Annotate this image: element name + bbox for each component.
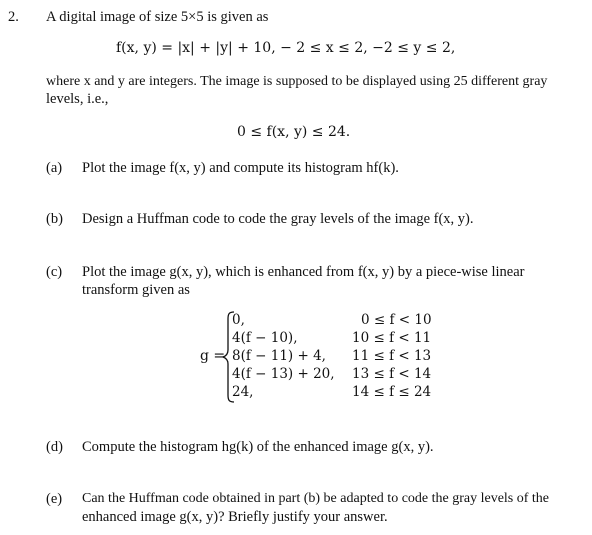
part-c-line-2: transform given as bbox=[82, 282, 190, 298]
problem-intro: A digital image of size 5×5 is given as bbox=[46, 9, 269, 25]
piecewise-expr-3: 8(f − 11) + 4, bbox=[232, 348, 326, 364]
part-d-label: (d) bbox=[46, 439, 63, 455]
part-e-line-2: enhanced image g(x, y)? Briefly justify your answer. bbox=[82, 509, 388, 525]
part-a-text: Plot the image f(x, y) and compute its histogram hf(k). bbox=[82, 160, 399, 176]
image-definition-equation: f(x, y) = |x| + |y| + 10, − 2 ≤ x ≤ 2, −2 ≤ y ≤ 2, bbox=[116, 40, 456, 56]
piecewise-expr-4: 4(f − 13) + 20, bbox=[232, 366, 335, 382]
piecewise-expr-1: 0, bbox=[232, 312, 245, 328]
problem-note-line-2: levels, i.e., bbox=[46, 91, 109, 107]
piecewise-cond-5: 14 ≤ f ≤ 24 bbox=[352, 384, 432, 400]
gray-level-range-equation: 0 ≤ f(x, y) ≤ 24. bbox=[237, 124, 351, 140]
part-e-label: (e) bbox=[46, 491, 63, 507]
part-a-label: (a) bbox=[46, 160, 63, 176]
piecewise-cond-1: 0 ≤ f < 10 bbox=[361, 312, 432, 328]
part-c-line-1: Plot the image g(x, y), which is enhanced from f(x, y) by a piece-wise linear bbox=[82, 264, 525, 280]
piecewise-expr-2: 4(f − 10), bbox=[232, 330, 298, 346]
part-b-text: Design a Huffman code to code the gray levels of the image f(x, y). bbox=[82, 211, 474, 227]
part-c-label: (c) bbox=[46, 264, 63, 280]
piecewise-cond-3: 11 ≤ f < 13 bbox=[352, 348, 432, 364]
piecewise-lhs: g = bbox=[200, 348, 226, 364]
part-d-text: Compute the histogram hg(k) of the enhanced image g(x, y). bbox=[82, 439, 434, 455]
piecewise-expr-5: 24, bbox=[232, 384, 254, 400]
problem-note-line-1: where x and y are integers. The image is supposed to be displayed using 25 different gray bbox=[46, 74, 548, 89]
piecewise-cond-2: 10 ≤ f < 11 bbox=[352, 330, 432, 346]
problem-number: 2. bbox=[8, 9, 19, 25]
part-b-label: (b) bbox=[46, 211, 63, 227]
part-e-line-1: Can the Huffman code obtained in part (b) be adapted to code the gray levels of the bbox=[82, 491, 550, 506]
piecewise-cond-4: 13 ≤ f < 14 bbox=[352, 366, 432, 382]
